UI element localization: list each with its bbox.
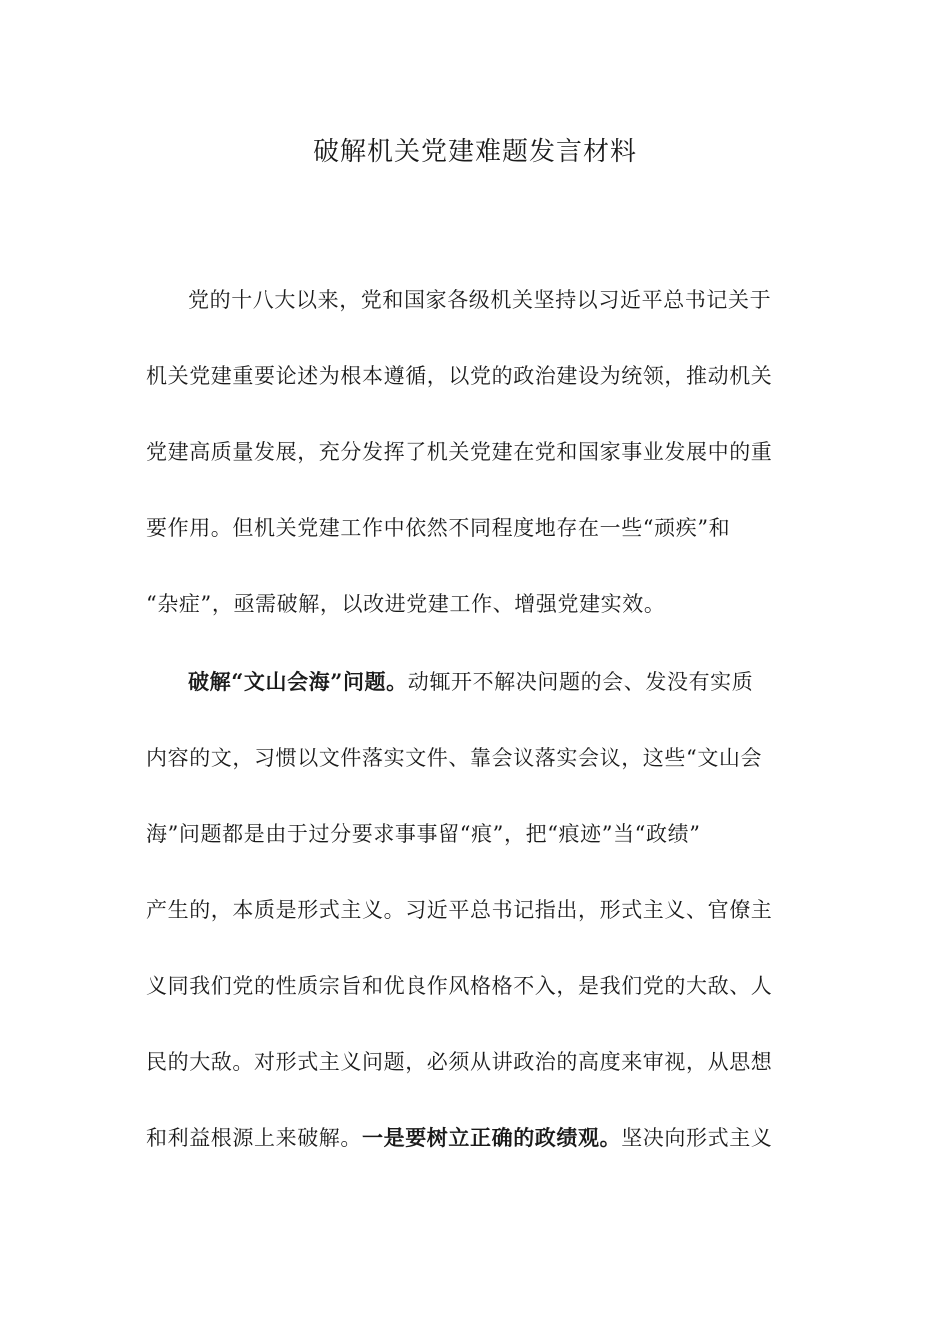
paragraph-2-line-1-text: 动辄开不解决问题的会、发没有实质 — [407, 670, 754, 694]
paragraph-2-line-1 — [146, 662, 796, 702]
paragraph-1-line-5: “杂症”，亟需破解，以改进党建工作、增强党建实效。 — [146, 592, 666, 616]
document-title: 破解机关党建难题发言材料 — [312, 137, 637, 167]
paragraph-2-line-5: 义同我们党的性质宗旨和优良作风格格不入，是我们党的大敌、人 — [146, 974, 773, 998]
key-point-heading: 一是要树立正确的政绩观。 — [362, 1125, 622, 1150]
section-heading: 破解“文山会海”问题。 — [188, 669, 408, 694]
paragraph-2-line-2: 内容的文，习惯以文件落实文件、靠会议落实会议，这些“文山会 — [146, 746, 763, 770]
paragraph-2-line-7-rest: 坚决向形式主义 — [621, 1126, 773, 1150]
paragraph-2-line-3: 海”问题都是由于过分要求事事留“痕”，把“痕迹”当“政绩” — [146, 822, 701, 846]
paragraph-2-line-6: 民的大敌。对形式主义问题，必须从讲政治的高度来审视，从思想 — [146, 1050, 773, 1074]
paragraph-1-line-3: 党建高质量发展，充分发挥了机关党建在党和国家事业发展中的重 — [146, 440, 773, 464]
paragraph-1-line-2: 机关党建重要论述为根本遵循，以党的政治建设为统领，推动机关 — [146, 364, 773, 388]
paragraph-2-line-7-start: 和利益根源上来破解。 — [146, 1126, 362, 1150]
paragraph-2-line-4: 产生的，本质是形式主义。习近平总书记指出，形式主义、官僚主 — [146, 898, 773, 922]
paragraph-2-line-7 — [146, 1118, 796, 1158]
paragraph-1-line-4: 要作用。但机关党建工作中依然不同程度地存在一些“顽疾”和 — [146, 516, 731, 540]
paragraph-1-line-1: 党的十八大以来，党和国家各级机关坚持以习近平总书记关于 — [188, 288, 772, 312]
